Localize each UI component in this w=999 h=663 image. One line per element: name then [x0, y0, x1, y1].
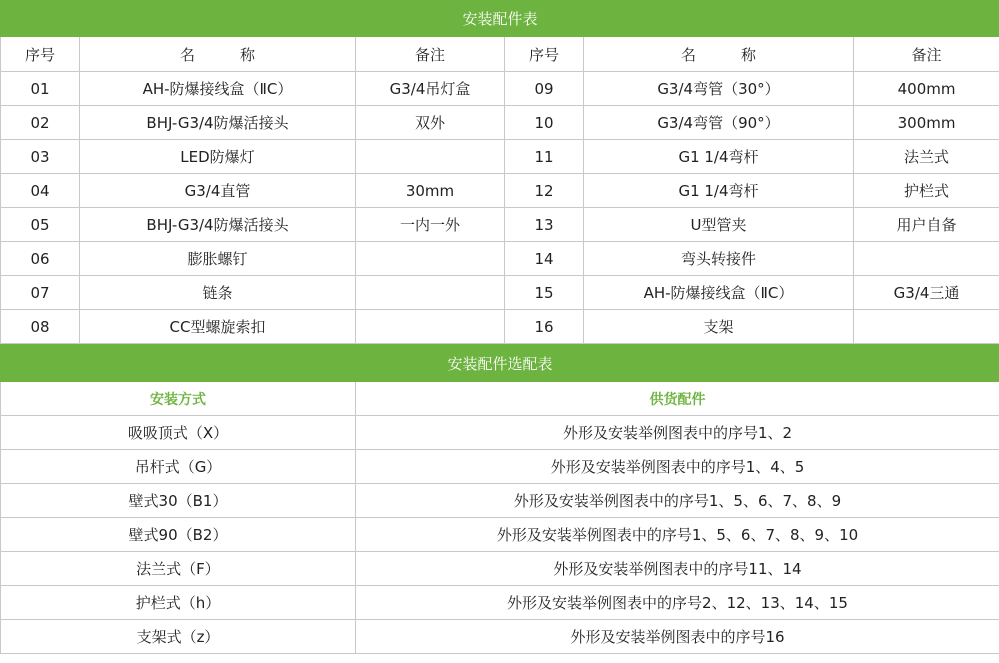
- remark-cell: 法兰式: [854, 140, 999, 174]
- index-cell: 07: [1, 276, 80, 310]
- table1-title: 安装配件表: [1, 1, 999, 37]
- supplied-accessories-cell: 外形及安装举例图表中的序号1、5、6、7、8、9: [356, 484, 999, 518]
- name-cell: AH-防爆接线盒（ⅡC）: [584, 276, 854, 310]
- install-method-cell: 吸吸顶式（X）: [1, 416, 356, 450]
- table-row: [1, 140, 999, 174]
- supplied-accessories-cell: 外形及安装举例图表中的序号1、4、5: [356, 450, 999, 484]
- remark-cell: [356, 242, 505, 276]
- name-cell: G3/4直管: [80, 174, 356, 208]
- install-method-cell: 护栏式（h）: [1, 586, 356, 620]
- remark-cell: [356, 140, 505, 174]
- index-cell: 14: [505, 242, 584, 276]
- remark-cell: 300mm: [854, 106, 999, 140]
- table-row: [1, 518, 999, 552]
- name-cell: 弯头转接件: [584, 242, 854, 276]
- index-cell: 13: [505, 208, 584, 242]
- remark-cell: [356, 276, 505, 310]
- table-row: [1, 450, 999, 484]
- remark-cell: 双外: [356, 106, 505, 140]
- table2-header-row: [1, 382, 999, 416]
- name-cell: BHJ-G3/4防爆活接头: [80, 208, 356, 242]
- supplied-accessories-cell: 外形及安装举例图表中的序号16: [356, 620, 999, 654]
- accessory-selection-table: [0, 344, 999, 654]
- index-cell: 15: [505, 276, 584, 310]
- remark-cell: G3/4三通: [854, 276, 999, 310]
- install-method-cell: 吊杆式（G）: [1, 450, 356, 484]
- index-cell: 09: [505, 72, 584, 106]
- header-install-method: 安装方式: [1, 382, 356, 416]
- install-method-cell: 法兰式（F）: [1, 552, 356, 586]
- table-row: [1, 242, 999, 276]
- name-cell: G1 1/4弯杆: [584, 140, 854, 174]
- remark-cell: 400mm: [854, 72, 999, 106]
- remark-cell: 一内一外: [356, 208, 505, 242]
- name-cell: G1 1/4弯杆: [584, 174, 854, 208]
- supplied-accessories-cell: 外形及安装举例图表中的序号2、12、13、14、15: [356, 586, 999, 620]
- name-cell: CC型螺旋索扣: [80, 310, 356, 344]
- supplied-accessories-cell: 外形及安装举例图表中的序号1、5、6、7、8、9、10: [356, 518, 999, 552]
- table-row: [1, 174, 999, 208]
- remark-cell: 护栏式: [854, 174, 999, 208]
- index-cell: 04: [1, 174, 80, 208]
- table2-title: 安装配件选配表: [1, 345, 999, 382]
- remark-cell: G3/4吊灯盒: [356, 72, 505, 106]
- header-remark: 备注: [356, 37, 505, 72]
- index-cell: 06: [1, 242, 80, 276]
- remark-cell: [356, 310, 505, 344]
- table-row: [1, 484, 999, 518]
- header-remark: 备注: [854, 37, 999, 72]
- name-cell: U型管夹: [584, 208, 854, 242]
- install-method-cell: 支架式（z）: [1, 620, 356, 654]
- name-cell: 膨胀螺钉: [80, 242, 356, 276]
- table1-header-row: [1, 37, 999, 72]
- header-name: 名 称: [584, 37, 854, 72]
- remark-cell: [854, 310, 999, 344]
- header-index: 序号: [1, 37, 80, 72]
- index-cell: 10: [505, 106, 584, 140]
- table-row: [1, 416, 999, 450]
- remark-cell: [854, 242, 999, 276]
- name-cell: 链条: [80, 276, 356, 310]
- index-cell: 03: [1, 140, 80, 174]
- name-cell: G3/4弯管（30°）: [584, 72, 854, 106]
- table-row: [1, 276, 999, 310]
- header-index: 序号: [505, 37, 584, 72]
- index-cell: 16: [505, 310, 584, 344]
- table-row: [1, 72, 999, 106]
- name-cell: G3/4弯管（90°）: [584, 106, 854, 140]
- remark-cell: 用户自备: [854, 208, 999, 242]
- index-cell: 05: [1, 208, 80, 242]
- install-method-cell: 壁式90（B2）: [1, 518, 356, 552]
- index-cell: 02: [1, 106, 80, 140]
- name-cell: 支架: [584, 310, 854, 344]
- supplied-accessories-cell: 外形及安装举例图表中的序号1、2: [356, 416, 999, 450]
- header-supplied-accessories: 供货配件: [356, 382, 999, 416]
- name-cell: BHJ-G3/4防爆活接头: [80, 106, 356, 140]
- index-cell: 11: [505, 140, 584, 174]
- index-cell: 12: [505, 174, 584, 208]
- table-row: [1, 310, 999, 344]
- name-cell: LED防爆灯: [80, 140, 356, 174]
- supplied-accessories-cell: 外形及安装举例图表中的序号11、14: [356, 552, 999, 586]
- table-row: [1, 620, 999, 654]
- remark-cell: 30mm: [356, 174, 505, 208]
- header-name: 名 称: [80, 37, 356, 72]
- index-cell: 01: [1, 72, 80, 106]
- name-cell: AH-防爆接线盒（ⅡC）: [80, 72, 356, 106]
- table-row: [1, 586, 999, 620]
- index-cell: 08: [1, 310, 80, 344]
- table-row: [1, 208, 999, 242]
- table-row: [1, 106, 999, 140]
- install-method-cell: 壁式30（B1）: [1, 484, 356, 518]
- table-row: [1, 552, 999, 586]
